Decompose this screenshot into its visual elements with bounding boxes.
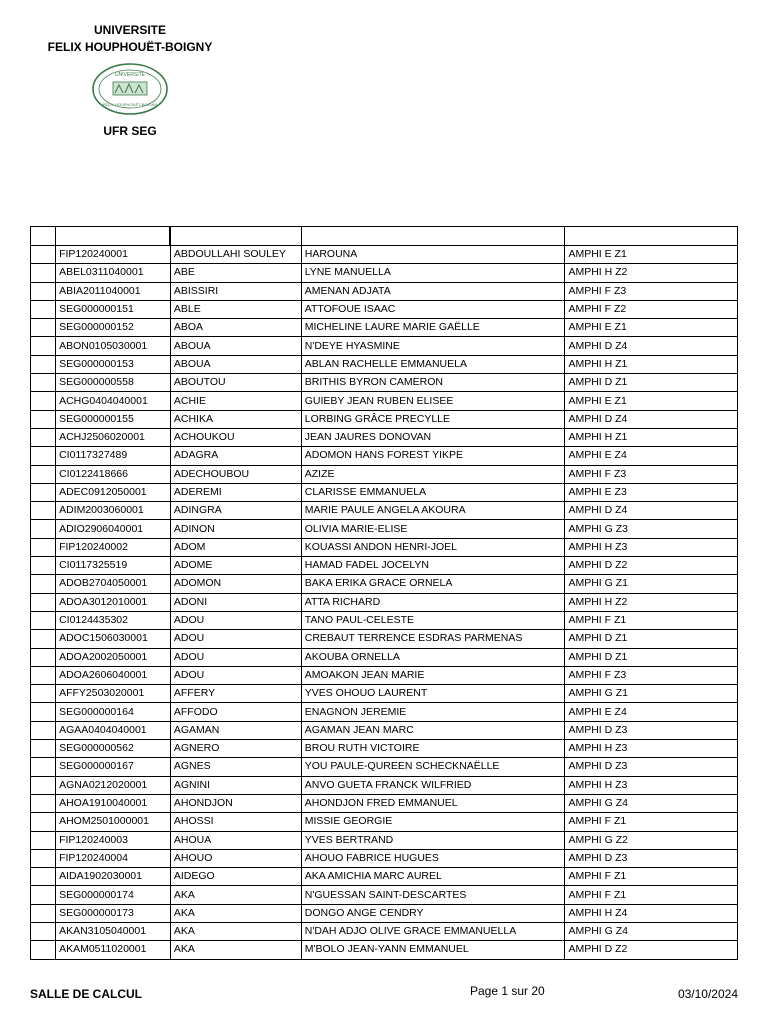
table-row xyxy=(31,758,738,776)
first-names-cell: M'BOLO JEAN-YANN EMMANUEL xyxy=(301,941,565,959)
student-id-cell: AGAA0404040001 xyxy=(56,721,171,739)
table-row xyxy=(31,392,738,410)
first-names-cell: ENAGNON JEREMIE xyxy=(301,703,565,721)
last-name-cell: ADINGRA xyxy=(170,502,301,520)
row-blank-cell xyxy=(31,282,56,300)
row-blank-cell xyxy=(31,465,56,483)
student-id-cell: ADIO2906040001 xyxy=(56,520,171,538)
first-names-cell: TANO PAUL-CELESTE xyxy=(301,611,565,629)
row-blank-cell xyxy=(31,264,56,282)
first-names-cell: JEAN JAURES DONOVAN xyxy=(301,428,565,446)
first-names-cell: CLARISSE EMMANUELA xyxy=(301,483,565,501)
last-name-cell: AGNINI xyxy=(170,776,301,794)
table-row xyxy=(31,593,738,611)
last-name-cell: ABDOULLAHI SOULEY xyxy=(170,246,301,264)
table-row xyxy=(31,849,738,867)
last-name-cell: AFFERY xyxy=(170,685,301,703)
last-name-cell: AIDEGO xyxy=(170,868,301,886)
room-cell: AMPHI H Z2 xyxy=(565,264,738,282)
first-names-cell: LORBING GRÂCE PRECYLLE xyxy=(301,410,565,428)
student-id-cell: ADIM2003060001 xyxy=(56,502,171,520)
row-blank-cell xyxy=(31,904,56,922)
row-blank-cell xyxy=(31,648,56,666)
table-row xyxy=(31,922,738,940)
first-names-cell: HAMAD FADEL JOCELYN xyxy=(301,557,565,575)
last-name-cell: AKA xyxy=(170,886,301,904)
first-names-cell: AKA AMICHIA MARC AUREL xyxy=(301,868,565,886)
first-names-cell: LYNE MANUELLA xyxy=(301,264,565,282)
first-names-cell: MICHELINE LAURE MARIE GAËLLE xyxy=(301,319,565,337)
last-name-cell: ADECHOUBOU xyxy=(170,465,301,483)
first-names-cell: OLIVIA MARIE-ELISE xyxy=(301,520,565,538)
header-cell-1 xyxy=(56,227,171,246)
row-blank-cell xyxy=(31,666,56,684)
row-blank-cell xyxy=(31,392,56,410)
room-cell: AMPHI D Z3 xyxy=(565,721,738,739)
row-blank-cell xyxy=(31,685,56,703)
row-blank-cell xyxy=(31,740,56,758)
last-name-cell: ADOU xyxy=(170,666,301,684)
room-cell: AMPHI D Z1 xyxy=(565,648,738,666)
table-row xyxy=(31,337,738,355)
student-id-cell: ABON0105030001 xyxy=(56,337,171,355)
last-name-cell: AKA xyxy=(170,904,301,922)
room-cell: AMPHI E Z3 xyxy=(565,483,738,501)
table-row xyxy=(31,794,738,812)
room-cell: AMPHI D Z3 xyxy=(565,849,738,867)
last-name-cell: AGNERO xyxy=(170,740,301,758)
student-id-cell: ADOB2704050001 xyxy=(56,575,171,593)
last-name-cell: AHOUO xyxy=(170,849,301,867)
student-id-cell: CI0117327489 xyxy=(56,447,171,465)
row-blank-cell xyxy=(31,941,56,959)
student-id-cell: FIP120240001 xyxy=(56,246,171,264)
first-names-cell: MARIE PAULE ANGELA AKOURA xyxy=(301,502,565,520)
table-header-row xyxy=(31,227,738,246)
table-row xyxy=(31,355,738,373)
room-cell: AMPHI D Z3 xyxy=(565,758,738,776)
student-id-cell: SEG000000173 xyxy=(56,904,171,922)
row-blank-cell xyxy=(31,593,56,611)
student-id-cell: SEG000000153 xyxy=(56,355,171,373)
first-names-cell: N'DAH ADJO OLIVE GRACE EMMANUELLA xyxy=(301,922,565,940)
last-name-cell: AHONDJON xyxy=(170,794,301,812)
row-blank-cell xyxy=(31,886,56,904)
first-names-cell: MISSIE GEORGIE xyxy=(301,813,565,831)
table-row xyxy=(31,374,738,392)
last-name-cell: AHOUA xyxy=(170,831,301,849)
first-names-cell: DONGO ANGE CENDRY xyxy=(301,904,565,922)
last-name-cell: ADEREMI xyxy=(170,483,301,501)
first-names-cell: KOUASSI ANDON HENRI-JOEL xyxy=(301,538,565,556)
student-id-cell: AGNA0212020001 xyxy=(56,776,171,794)
room-cell: AMPHI G Z1 xyxy=(565,685,738,703)
row-blank-cell xyxy=(31,447,56,465)
first-names-cell: ABLAN RACHELLE EMMANUELA xyxy=(301,355,565,373)
first-names-cell: GUIEBY JEAN RUBEN ELISEE xyxy=(301,392,565,410)
footer-room: SALLE DE CALCUL xyxy=(30,987,142,1001)
row-blank-cell xyxy=(31,520,56,538)
student-id-cell: SEG000000151 xyxy=(56,300,171,318)
row-blank-cell xyxy=(31,483,56,501)
row-blank-cell xyxy=(31,319,56,337)
row-blank-cell xyxy=(31,246,56,264)
room-cell: AMPHI H Z4 xyxy=(565,904,738,922)
table-row xyxy=(31,246,738,264)
student-id-cell: AHOA1910040001 xyxy=(56,794,171,812)
university-name-line2: FELIX HOUPHOUËT-BOIGNY xyxy=(47,40,213,54)
student-id-cell: SEG000000562 xyxy=(56,740,171,758)
student-id-cell: AKAN3105040001 xyxy=(56,922,171,940)
row-blank-cell xyxy=(31,831,56,849)
table-row xyxy=(31,520,738,538)
first-names-cell: N'GUESSAN SAINT-DESCARTES xyxy=(301,886,565,904)
student-id-cell: CI0124435302 xyxy=(56,611,171,629)
last-name-cell: ABISSIRI xyxy=(170,282,301,300)
header-cell-3 xyxy=(301,227,565,246)
table-row xyxy=(31,300,738,318)
room-cell: AMPHI F Z1 xyxy=(565,868,738,886)
row-blank-cell xyxy=(31,557,56,575)
table-row xyxy=(31,264,738,282)
table-row xyxy=(31,502,738,520)
table-row xyxy=(31,282,738,300)
table-row xyxy=(31,410,738,428)
room-cell: AMPHI D Z1 xyxy=(565,630,738,648)
room-cell: AMPHI G Z3 xyxy=(565,520,738,538)
room-cell: AMPHI F Z3 xyxy=(565,666,738,684)
ufr-label: UFR SEG xyxy=(103,124,157,138)
table-row xyxy=(31,831,738,849)
row-blank-cell xyxy=(31,337,56,355)
student-id-cell: AKAM0511020001 xyxy=(56,941,171,959)
footer-date: 03/10/2024 xyxy=(677,987,738,1001)
row-blank-cell xyxy=(31,428,56,446)
student-id-cell: AIDA1902030001 xyxy=(56,868,171,886)
room-cell: AMPHI H Z3 xyxy=(565,538,738,556)
room-cell: AMPHI G Z1 xyxy=(565,575,738,593)
table-row xyxy=(31,941,738,959)
last-name-cell: AHOSSI xyxy=(170,813,301,831)
last-name-cell: ABOA xyxy=(170,319,301,337)
logo-text-bottom: FÉLIX HOUPHOUËT-BOIGNY xyxy=(102,102,158,107)
row-blank-cell xyxy=(31,630,56,648)
row-blank-cell xyxy=(31,300,56,318)
student-id-cell: AFFY2503020001 xyxy=(56,685,171,703)
student-id-cell: ADOA2606040001 xyxy=(56,666,171,684)
row-blank-cell xyxy=(31,758,56,776)
student-id-cell: SEG000000558 xyxy=(56,374,171,392)
room-cell: AMPHI H Z3 xyxy=(565,776,738,794)
first-names-cell: HAROUNA xyxy=(301,246,565,264)
last-name-cell: ABOUTOU xyxy=(170,374,301,392)
room-cell: AMPHI E Z4 xyxy=(565,703,738,721)
header-cell-4 xyxy=(565,227,738,246)
row-blank-cell xyxy=(31,538,56,556)
row-blank-cell xyxy=(31,502,56,520)
first-names-cell: AZIZE xyxy=(301,465,565,483)
first-names-cell: YVES BERTRAND xyxy=(301,831,565,849)
student-id-cell: FIP120240002 xyxy=(56,538,171,556)
last-name-cell: AFFODO xyxy=(170,703,301,721)
student-id-cell: ABEL0311040001 xyxy=(56,264,171,282)
document-header xyxy=(20,22,240,138)
first-names-cell: AKOUBA ORNELLA xyxy=(301,648,565,666)
header-cell-2 xyxy=(170,227,301,246)
first-names-cell: AGAMAN JEAN MARC xyxy=(301,721,565,739)
last-name-cell: ADOU xyxy=(170,630,301,648)
student-id-cell: ACHG0404040001 xyxy=(56,392,171,410)
student-id-cell: FIP120240004 xyxy=(56,849,171,867)
table-row xyxy=(31,868,738,886)
row-blank-cell xyxy=(31,374,56,392)
table-row xyxy=(31,721,738,739)
last-name-cell: ADOME xyxy=(170,557,301,575)
student-id-cell: ADOA3012010001 xyxy=(56,593,171,611)
table-row xyxy=(31,447,738,465)
room-cell: AMPHI G Z4 xyxy=(565,922,738,940)
room-cell: AMPHI F Z1 xyxy=(565,813,738,831)
row-blank-cell xyxy=(31,794,56,812)
first-names-cell: ATTA RICHARD xyxy=(301,593,565,611)
first-names-cell: N'DEYE HYASMINE xyxy=(301,337,565,355)
last-name-cell: ABOUA xyxy=(170,355,301,373)
table-row xyxy=(31,740,738,758)
room-cell: AMPHI D Z2 xyxy=(565,941,738,959)
last-name-cell: AKA xyxy=(170,922,301,940)
student-id-cell: ADOC1506030001 xyxy=(56,630,171,648)
table-row xyxy=(31,685,738,703)
room-cell: AMPHI D Z4 xyxy=(565,502,738,520)
row-blank-cell xyxy=(31,355,56,373)
table-row xyxy=(31,666,738,684)
first-names-cell: AMENAN ADJATA xyxy=(301,282,565,300)
table-row xyxy=(31,557,738,575)
row-blank-cell xyxy=(31,849,56,867)
room-cell: AMPHI H Z2 xyxy=(565,593,738,611)
last-name-cell: ADAGRA xyxy=(170,447,301,465)
table-row xyxy=(31,611,738,629)
first-names-cell: BROU RUTH VICTOIRE xyxy=(301,740,565,758)
room-cell: AMPHI H Z1 xyxy=(565,355,738,373)
last-name-cell: AKA xyxy=(170,941,301,959)
room-cell: AMPHI F Z1 xyxy=(565,611,738,629)
last-name-cell: ADINON xyxy=(170,520,301,538)
table-row xyxy=(31,428,738,446)
row-blank-cell xyxy=(31,575,56,593)
room-cell: AMPHI F Z1 xyxy=(565,886,738,904)
first-names-cell: BRITHIS BYRON CAMERON xyxy=(301,374,565,392)
university-seal-logo xyxy=(91,62,169,116)
last-name-cell: ACHIE xyxy=(170,392,301,410)
student-id-cell: CI0122418666 xyxy=(56,465,171,483)
table-row xyxy=(31,776,738,794)
row-blank-cell xyxy=(31,611,56,629)
last-name-cell: ADOU xyxy=(170,611,301,629)
last-name-cell: ADONI xyxy=(170,593,301,611)
student-id-cell: SEG000000164 xyxy=(56,703,171,721)
table-row xyxy=(31,319,738,337)
room-cell: AMPHI D Z4 xyxy=(565,337,738,355)
room-cell: AMPHI E Z4 xyxy=(565,447,738,465)
room-cell: AMPHI D Z4 xyxy=(565,410,738,428)
table-row xyxy=(31,904,738,922)
last-name-cell: ADOU xyxy=(170,648,301,666)
student-id-cell: ACHJ2506020001 xyxy=(56,428,171,446)
room-cell: AMPHI F Z3 xyxy=(565,465,738,483)
student-id-cell: SEG000000152 xyxy=(56,319,171,337)
room-cell: AMPHI D Z2 xyxy=(565,557,738,575)
room-cell: AMPHI F Z3 xyxy=(565,282,738,300)
table-row xyxy=(31,465,738,483)
student-id-cell: ADOA2002050001 xyxy=(56,648,171,666)
table-row xyxy=(31,813,738,831)
table-row xyxy=(31,483,738,501)
table-row xyxy=(31,703,738,721)
first-names-cell: YOU PAULE-QUREEN SCHECKNAËLLE xyxy=(301,758,565,776)
room-cell: AMPHI G Z2 xyxy=(565,831,738,849)
last-name-cell: AGAMAN xyxy=(170,721,301,739)
student-id-cell: FIP120240003 xyxy=(56,831,171,849)
first-names-cell: AMOAKON JEAN MARIE xyxy=(301,666,565,684)
room-cell: AMPHI E Z1 xyxy=(565,246,738,264)
student-list-table xyxy=(30,226,738,960)
first-names-cell: YVES OHOUO LAURENT xyxy=(301,685,565,703)
student-id-cell: AHOM2501000001 xyxy=(56,813,171,831)
table-row xyxy=(31,630,738,648)
room-cell: AMPHI D Z1 xyxy=(565,374,738,392)
student-id-cell: SEG000000155 xyxy=(56,410,171,428)
logo-text-top: UNIVERSITÉ xyxy=(114,72,146,78)
first-names-cell: ADOMON HANS FOREST YIKPE xyxy=(301,447,565,465)
room-cell: AMPHI E Z1 xyxy=(565,392,738,410)
student-id-cell: SEG000000167 xyxy=(56,758,171,776)
first-names-cell: ANVO GUETA FRANCK WILFRIED xyxy=(301,776,565,794)
room-cell: AMPHI F Z2 xyxy=(565,300,738,318)
row-blank-cell xyxy=(31,721,56,739)
last-name-cell: ADOMON xyxy=(170,575,301,593)
university-name-line1: UNIVERSITE xyxy=(93,23,166,37)
room-cell: AMPHI H Z3 xyxy=(565,740,738,758)
row-blank-cell xyxy=(31,703,56,721)
room-cell: AMPHI H Z1 xyxy=(565,428,738,446)
row-blank-cell xyxy=(31,813,56,831)
table-row xyxy=(31,886,738,904)
header-cell-0 xyxy=(31,227,56,246)
footer-page-number: Page 1 sur 20 xyxy=(470,984,545,998)
first-names-cell: BAKA ERIKA GRACE ORNELA xyxy=(301,575,565,593)
first-names-cell: CREBAUT TERRENCE ESDRAS PARMENAS xyxy=(301,630,565,648)
row-blank-cell xyxy=(31,868,56,886)
first-names-cell: AHOUO FABRICE HUGUES xyxy=(301,849,565,867)
student-id-cell: ADEC0912050001 xyxy=(56,483,171,501)
last-name-cell: AGNES xyxy=(170,758,301,776)
student-id-cell: CI0117325519 xyxy=(56,557,171,575)
last-name-cell: ACHOUKOU xyxy=(170,428,301,446)
room-cell: AMPHI G Z4 xyxy=(565,794,738,812)
last-name-cell: ADOM xyxy=(170,538,301,556)
row-blank-cell xyxy=(31,922,56,940)
last-name-cell: ACHIKA xyxy=(170,410,301,428)
last-name-cell: ABOUA xyxy=(170,337,301,355)
first-names-cell: ATTOFOUE ISAAC xyxy=(301,300,565,318)
row-blank-cell xyxy=(31,776,56,794)
table-row xyxy=(31,648,738,666)
last-name-cell: ABE xyxy=(170,264,301,282)
last-name-cell: ABLE xyxy=(170,300,301,318)
room-cell: AMPHI E Z1 xyxy=(565,319,738,337)
table-row xyxy=(31,575,738,593)
first-names-cell: AHONDJON FRED EMMANUEL xyxy=(301,794,565,812)
table-row xyxy=(31,538,738,556)
row-blank-cell xyxy=(31,410,56,428)
student-id-cell: SEG000000174 xyxy=(56,886,171,904)
student-id-cell: ABIA2011040001 xyxy=(56,282,171,300)
